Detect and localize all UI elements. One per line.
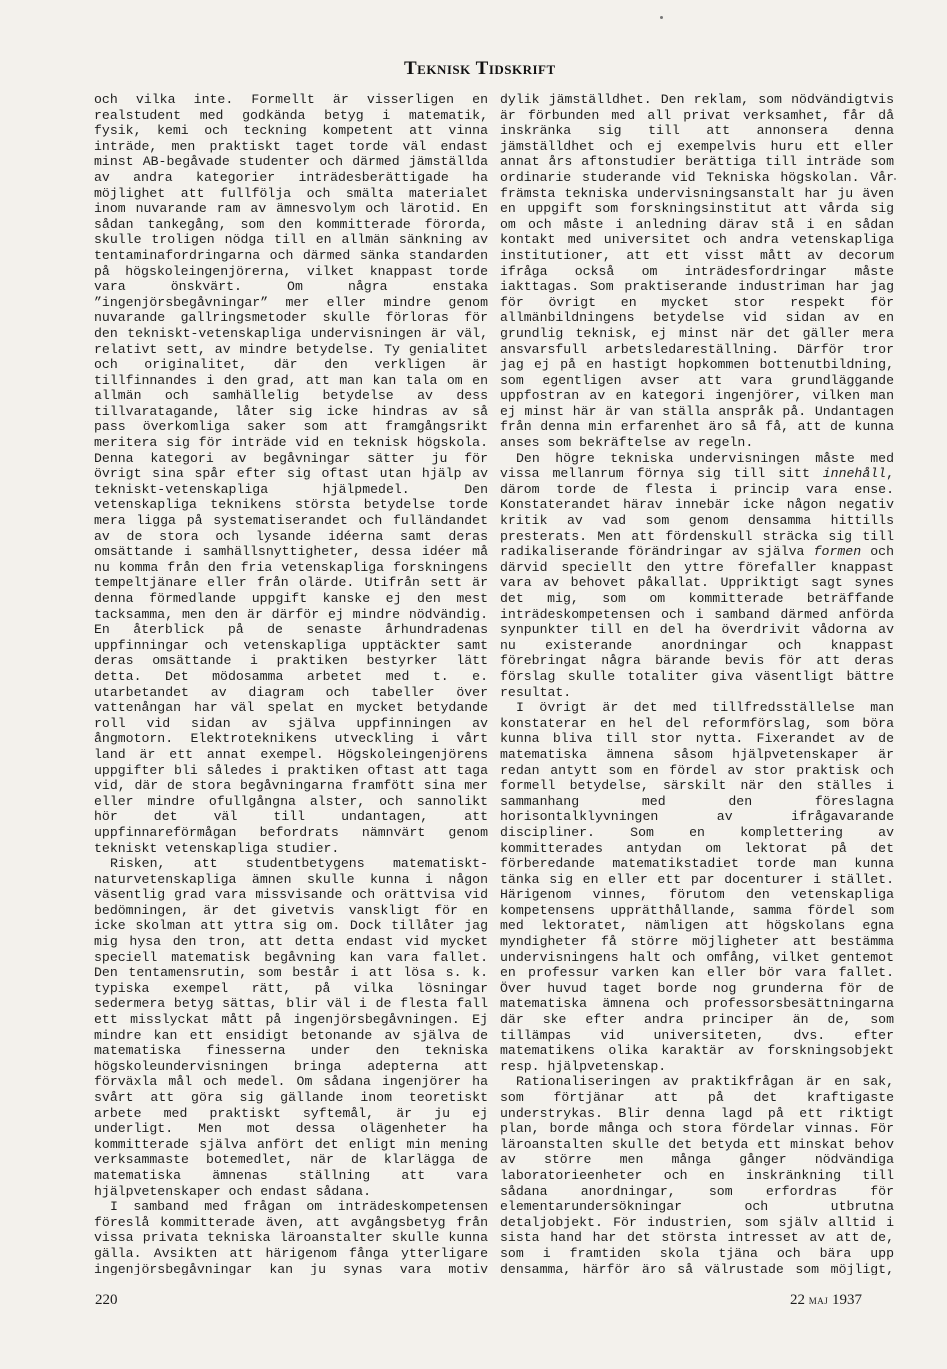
paper-speck [894, 178, 896, 180]
date-month: maj [808, 1292, 829, 1307]
text-run: och därvid speciellt den yttre förefaller knappast vara av behovet påkallat. Uppriktigt sagt synes det mig, som om kommitterade beträffande inträdeskompetensen och i samband därmed anförda synpunkter till en del ha överdrivit vådorna av nu existerande anordningar och knappast förebringat några bärande bevis för att deras förslag skulle totaliter giva väsentligt bättre resultat. [500, 544, 894, 700]
text-run: Den högre tekniska undervisningen måste med vissa mellanrum förnya sig till sitt [500, 450, 894, 482]
paragraph: Rationaliseringen av praktikfrågan är en sak, som förtjänar att på det kraftigaste understrykas. Blir denna lagd på ett riktigt plan, borde många och stora fördelar vinnas. För läroanstalten skulle det betyda ett minskat behov av större men många gånger nödvändiga laboratorieenheter och en inskränkning till sådana anordningar, som erfordras för elementarundersökningar och utbrutna detaljobjekt. För industrien, som själv alltid i sista hand har det största intresset av att de, som i framtiden skola tjäna och bära upp densamma, härför äro så välrustade som möjligt, [500, 1074, 894, 1275]
page-number: 220 [95, 1292, 118, 1308]
date-year: 1937 [832, 1292, 863, 1308]
paragraph: I samband med frågan om inträdeskompetensen föreslå kommitterade även, att avgångsbetyg från vissa privata tekniska läroanstalter skulle kunna gälla. Avsikten att härigenom fånga ytterligare ingenjörsbegåvningar kan ju synas vara motiv [94, 1199, 488, 1275]
paragraph: dylik jämställdhet. Den reklam, som nödvändigtvis är förbunden med all privat verksamhet, får då inskränka sig till att annonsera denna jämställdhet och ej exempelvis huru ett eller annat års aftonstudier berättiga till inträde som ordinarie studerande vid Tekniska högskolan. Vår främsta tekniska undervisningsanstalt har ju även en uppgift som forskningsinstitut att vårda sig om och måste i anledning därav stå i en sådan kontakt med universitet och andra vetenskapliga institutioner, att ett visst mått av decorum ifråga också om inträdesfordringar måste iakttagas. Som praktiserande industriman har jag för övrigt en mycket stor respekt för allmänbildningens betydelse vid sidan av en grundlig teknisk, ej minst när det gäller mera ansvarsfull arbetsledareställning. Därför tror jag ej på en hastigt hopkommen bottenutbildning, som egentligen avser att vara grundläggande uppfostran av en kategori ingenjörer, vilken man ej minst här är van ställa anspråk på. Undantagen från denna min erfarenhet äro så få, att de kunna anses som bekräftelse av regeln. [500, 92, 894, 451]
paragraph: I övrigt är det med tillfredsställelse man konstaterar en hel del reformförslag, som böra kunna bliva till stor nytta. Fixerandet av de matematiska ämnena såsom hjälpvetenskaper är redan antytt som en fördel av stor praktisk och formell betydelse, särskilt när den ställes i sammanhang med den föreslagna horisontalklyvningen av ifrågavarande discipliner. Som en komplettering av kommitterades antydan om lektorat på det förberedande matematikstadiet torde man kunna tänka sig en eller ett par docenturer i stället. Härigenom vinnes, förutom den vetenskapliga kompetensens upprätthållande, samma fördel som med lektoratet, nämligen att högskolans egna myndigheter få större möjligheter att bestämma undervisningens halt och omfång, vilket gentemot en professur varken kan eller bör vara fallet. Över huvud taget borde nog grunderna för de matematiska ämnena och professorsbesättningarna där ske efter andra principer än de, som tillämpas vid universiteten, dvs. efter matematikens olika karaktär av forskningsobjekt resp. hjälpvetenskap. [500, 700, 894, 1074]
emphasis-formen: formen [813, 544, 862, 560]
journal-masthead: Teknisk Tidskrift [404, 58, 556, 79]
right-column [500, 92, 894, 1275]
text-run: , därom torde de flesta i princip vara ense. Konstaterandet härav innebär icke någon negativ kritik av vad som genom densamma hittills presterats. Men att fördenskull sträcka sig till radikaliserande förändringar av själva [500, 466, 894, 560]
paragraph: och vilka inte. Formellt är visserligen en realstudent med godkända betyg i matematik, fysik, kemi och teckning kompetent att vinna inträde, men praktiskt taget torde väl endast minst AB-begåvade studenter och därmed jämställda av andra kategorier inträdesberättigade ha möjlighet att fullfölja och smälta materialet inom nuvarande ram av ämnesvolym och lärotid. En sådan tankegång, som den kommitterade förorda, skulle troligen nödga till en allmän sänkning av tentaminafordringarna och därmed sänka standarden på högskoleingenjörerna, vilket knappast torde vara önskvärt. Om några enstaka ”ingenjörsbegåvningar” mer eller mindre genom nuvarande gallringsmetoder skulle förloras för den tekniskt-vetenskapliga undervisningen är väl, relativt sett, av mindre betydelse. Ty genialitet och originalitet, där den verkligen är tillfinnandes i den grad, att man kan tala om en allmän och samhällelig betydelse av dess tillvaratagande, låter sig icke hindras av så pass överkomliga saker som att framgångsrikt meritera sig för inträde vid en teknisk högskola. Denna kategori av begåvningar sätter ju för övrigt sina spår efter sig oftast utan hjälp av tekniskt-vetenskapliga hjälpmedel. Den vetenskapliga teknikens största betydelse torde mera ligga på systematiserandet och fulländandet av de stora och lysande idéerna samt deras omsättande i samhällsnyttigheter, dessa idéer må nu komma från den fria vetenskapliga forskningens tempeltjänare eller från olärde. Utifrån sett är denna förmedlande uppgift kanske ej den mest tacksamma, men den är därför ej mindre nödvändig. En återblick på de senaste århundradenas uppfinningar och vetenskapliga upptäckter samt deras omsättande i praktiken bestyrker lätt detta. Det mödosamma arbetet med t. e. utarbetandet av diagram och tabeller över vattenångan har väl spelat en mycket betydande roll vid sidan av själva uppfinningen av ångmotorn. Elektroteknikens utveckling i vårt land är ett annat exempel. Högskoleingenjörens uppgifter bli således i praktiken oftast att taga vid, där de stora begåvningarna framfött sina mer eller mindre ofullgångna alster, och sannolikt hör det väl till undantagen, att uppfinnareförmågan befordrats nämnvärt genom tekniskt vetenskapliga studier. [94, 92, 488, 856]
issue-date [790, 1292, 862, 1309]
date-day: 22 [790, 1292, 805, 1308]
paragraph: Risken, att studentbetygens matematiskt-naturvetenskapliga ämnen skulle kunna i någon väsentlig grad vara missvisande och orättvisa vid bedömningen, är det givetvis vanskligt för en icke skolman att yttra sig om. Dock tillåter jag mig hysa den tron, att detta endast vid mycket speciell matematisk begåvning kan vara fallet. Den tentamensrutin, som består i att lösa s. k. typiska exempel rätt, på vilka lösningar sedermera betyg sättas, blir väl i de flesta fall ett misslyckat mått på ingenjörsbegåvningen. Ej mindre kan ett ensidigt betonande av själva de matematiska finesserna under den tekniska högskoleundervisningen bringa adepterna att förväxla mål och medel. Om sådana ingenjörer ha svårt att göra sig gällande inom teoretiskt arbete med praktiskt syftemål, är ju ej underligt. Men mot dessa olägenheter ha kommitterade själva anfört det enligt min mening verksammaste botemedlet, när de klarlägga de matematiska ämnenas ställning att vara hjälpvetenskaper och endast sådana. [94, 856, 488, 1199]
left-column [94, 92, 488, 1275]
emphasis-innehall: innehåll [822, 466, 887, 482]
paper-speck [660, 16, 663, 19]
paragraph [500, 451, 894, 701]
